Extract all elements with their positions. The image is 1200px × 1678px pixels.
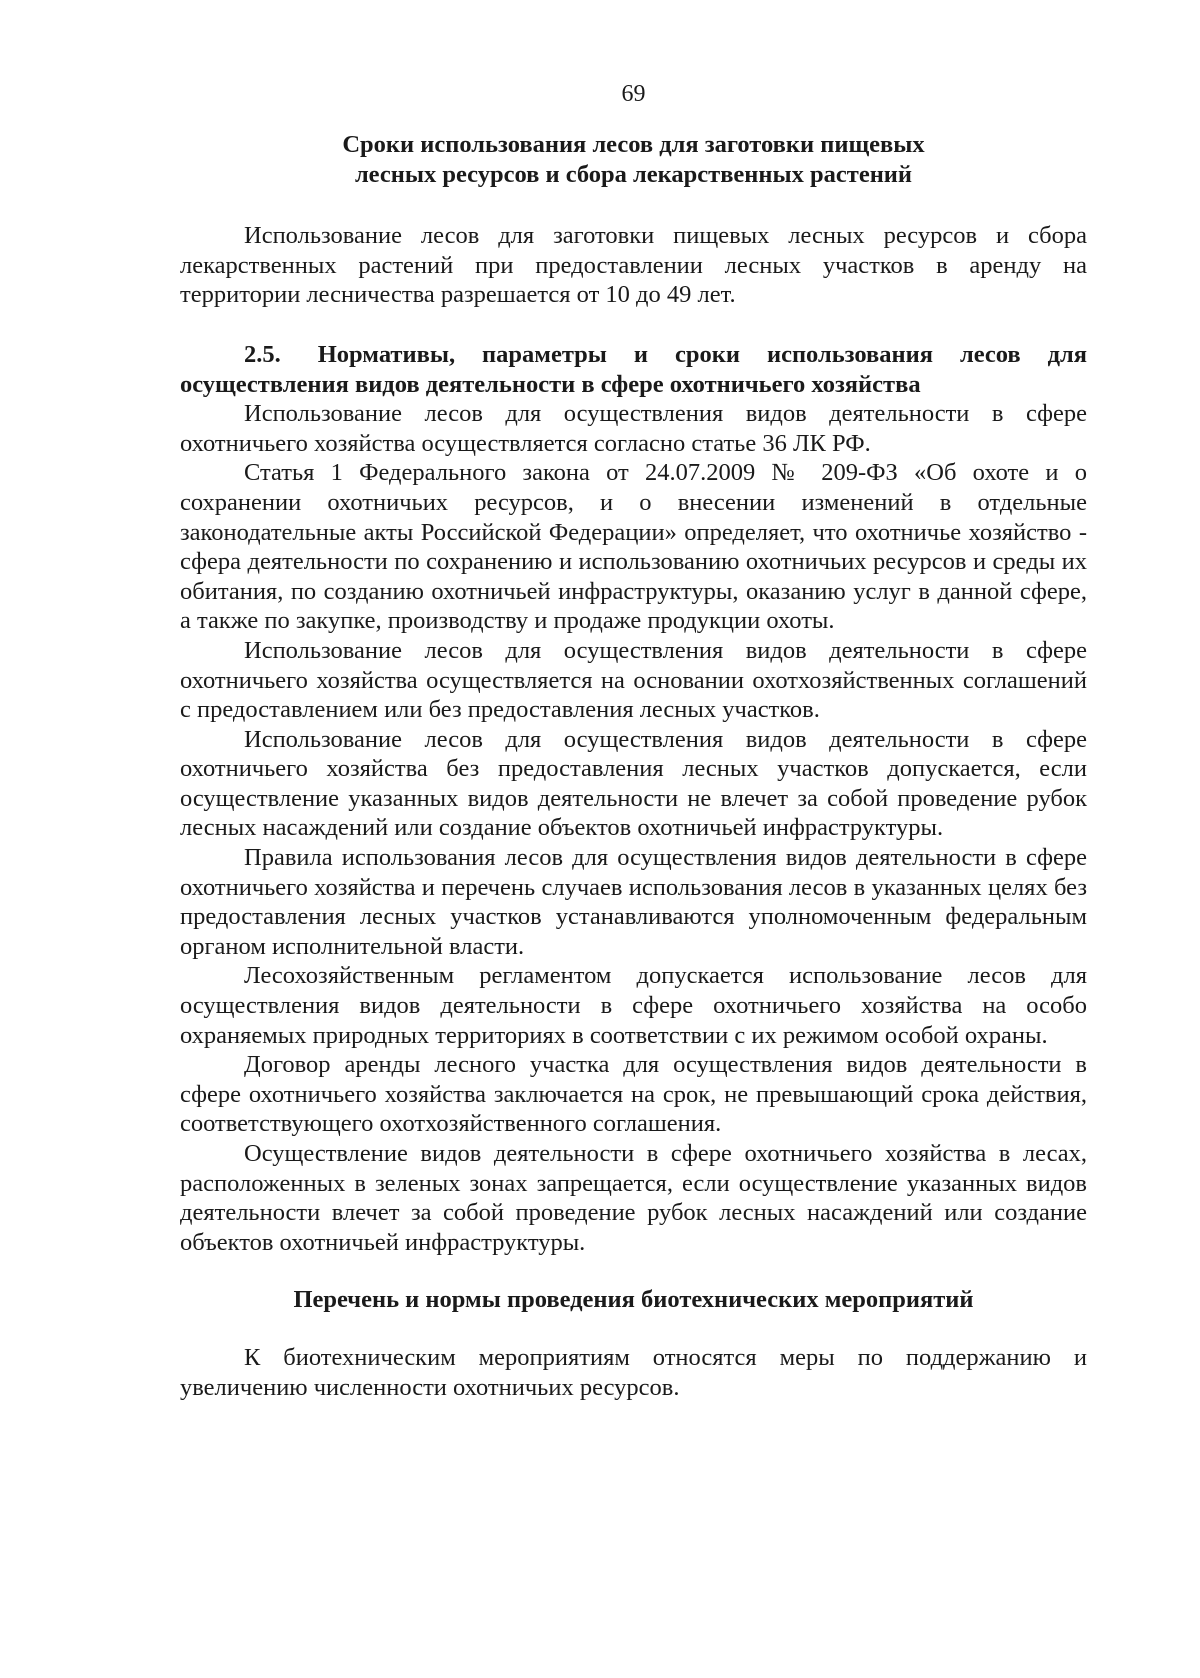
paragraph-5: Правила использования лесов для осуществления видов деятельности в сфере охотничьего хозяйства и перечень случаев использования лесов в указанных целях без предоставления лесных участков устанавливаются уполномоченным федеральным органом исполнительной власти. bbox=[180, 844, 1087, 960]
section-number: 2.5. bbox=[244, 340, 281, 368]
paragraph-2: Статья 1 Федерального закона от 24.07.2009 № 209-ФЗ «Об охоте и о сохранении охотничьих ресурсов, и о внесении изменений в отдельные законодательные акты Российской Федерации» определяет, что охотничье хозяйство - сфера деятельности по сохранению и использованию охотничьих ресурсов и среды их обитания, по созданию охотничьей инфраструктуры, оказанию услуг в данной сфере, а также по закупке, производству и продаже продукции охоты. bbox=[180, 459, 1087, 635]
paragraph-7: Договор аренды лесного участка для осуществления видов деятельности в сфере охотничьего хозяйства заключается на срок, не превышающий срока действия, соответствующего охотхозяйственного соглашения. bbox=[180, 1051, 1087, 1138]
paragraph-food-resources-terms: Использование лесов для заготовки пищевых лесных ресурсов и сбора лекарственных растений при предоставлении лесных участков в аренду на территории лесничества разрешается от 10 до 49 лет. bbox=[180, 222, 1087, 309]
section-title: Нормативы, параметры и сроки использования лесов для осуществления видов деятельности в сфере охотничьего хозяйства bbox=[180, 340, 1088, 398]
document-page bbox=[180, 80, 1087, 1402]
section-heading-2-5 bbox=[180, 340, 1087, 399]
paragraph-biotech-measures: К биотехническим мероприятиям относятся меры по поддержанию и увеличению численности охотничьих ресурсов. bbox=[180, 1343, 1087, 1401]
paragraph-4: Использование лесов для осуществления видов деятельности в сфере охотничьего хозяйства без предоставления лесных участков допускается, если осуществление указанных видов деятельности не влечет за собой проведение рубок лесных насаждений или создание объектов охотничьей инфраструктуры. bbox=[180, 725, 1087, 842]
paragraph-6: Лесохозяйственным регламентом допускается использование лесов для осуществления видов деятельности в сфере охотничьего хозяйства на особо охраняемых природных территориях в соответствии с их режимом особой охраны. bbox=[180, 962, 1087, 1049]
page-number: 69 bbox=[621, 81, 646, 107]
paragraph-1: Использование лесов для осуществления видов деятельности в сфере охотничьего хозяйства осуществляется согласно статье 36 ЛК РФ. bbox=[180, 400, 1087, 457]
spacer bbox=[180, 310, 1087, 340]
paragraph-3: Использование лесов для осуществления видов деятельности в сфере охотничьего хозяйства осуществляется на основании охотхозяйственных соглашений с предоставлением или без предоставления лесных участков. bbox=[180, 636, 1087, 724]
heading-food-resources-line1: Сроки использования лесов для заготовки пищевых bbox=[342, 131, 925, 158]
heading-food-resources-line2: лесных ресурсов и сбора лекарственных растений bbox=[354, 160, 913, 188]
paragraph-8: Осуществление видов деятельности в сфере охотничьего хозяйства в лесах, расположенных в зеленых зонах запрещается, если осуществление указанных видов деятельности влечет за собой проведение рубок лесных насаждений или создание объектов охотничьей инфраструктуры. bbox=[180, 1140, 1087, 1256]
heading-biotech-measures: Перечень и нормы проведения биотехнических мероприятий bbox=[293, 1286, 974, 1314]
